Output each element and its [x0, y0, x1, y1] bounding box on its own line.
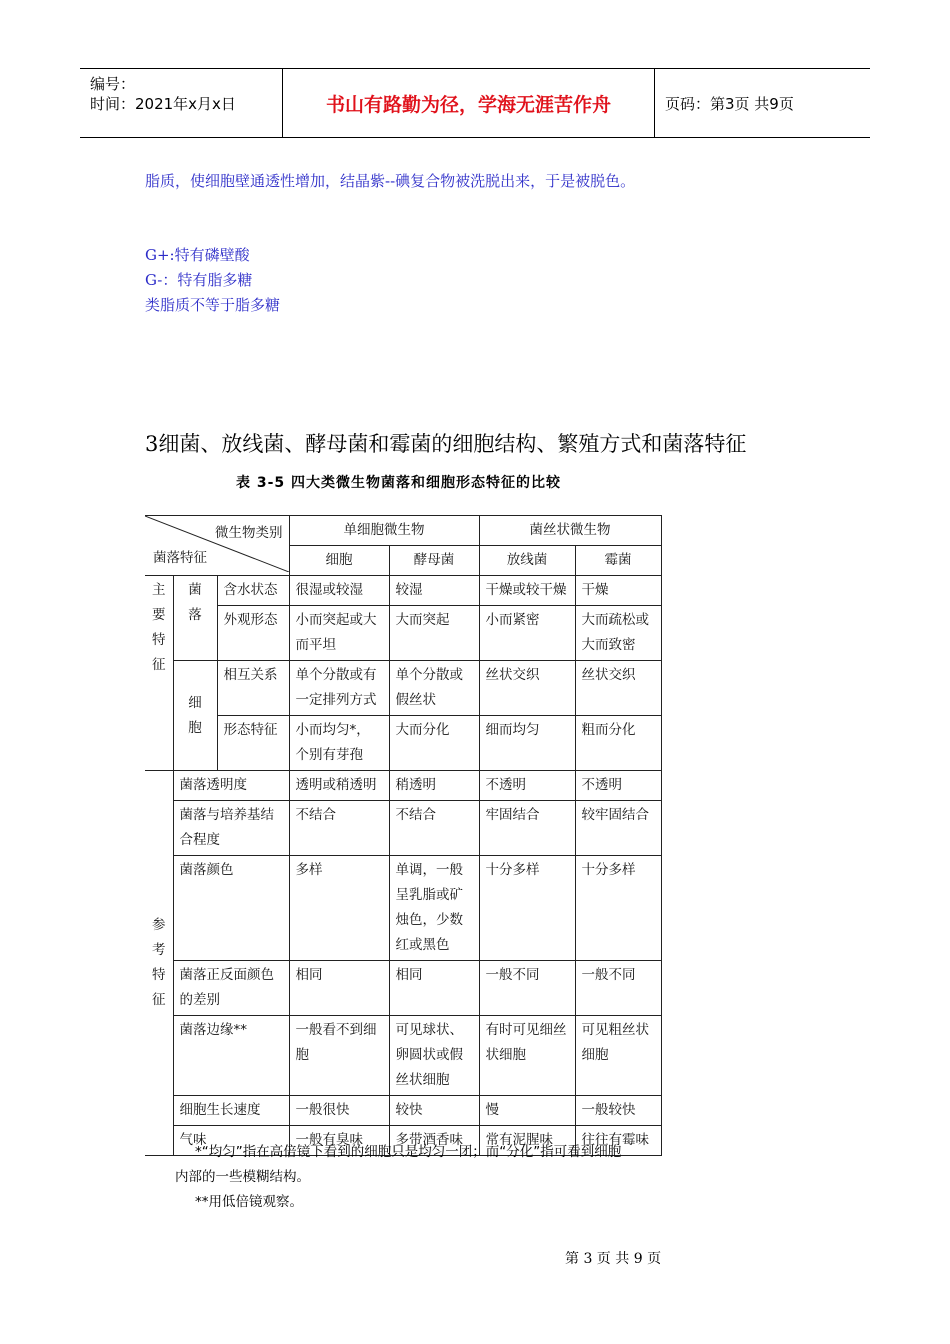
corner-bottom-label: 菌落特征: [153, 550, 207, 566]
table-cell: 多样: [289, 856, 389, 961]
table-cell: 不透明: [479, 771, 575, 801]
table-cell: 丝状交织: [479, 661, 575, 716]
row-label: 细胞生长速度: [173, 1096, 289, 1126]
table-corner-cell: [145, 516, 289, 576]
table-cell: 粗而分化: [575, 716, 661, 771]
table-caption: 表 3-5 四大类微生物菌落和细胞形态特征的比较: [236, 475, 562, 491]
table-cell: 单个分散或有一定排列方式: [289, 661, 389, 716]
table-cell: 透明或稍透明: [289, 771, 389, 801]
main-features-label: 主 要 特 征: [145, 576, 173, 771]
row-label: 菌落正反面颜色的差别: [173, 961, 289, 1016]
table-cell: 单调，一般呈乳脂或矿烛色，少数红或黑色: [389, 856, 479, 961]
table-cell: 一般较快: [575, 1096, 661, 1126]
number-label: 编号：: [90, 75, 136, 93]
table-cell: 一般很快: [289, 1096, 389, 1126]
body-line-1: 脂质，使细胞壁通透性增加，结晶紫--碘复合物被洗脱出来，于是被脱色。: [145, 172, 636, 190]
header-motto: 书山有路勤为径，学海无涯苦作舟: [283, 69, 655, 137]
table-cell: 小而均匀*，个别有芽孢: [289, 716, 389, 771]
table-cell: 小而突起或大而平坦: [289, 606, 389, 661]
footnote-2: **用低倍镜观察。: [195, 1194, 303, 1210]
header-meta-cell: [80, 69, 283, 137]
table-cell: 丝状交织: [575, 661, 661, 716]
group-header-unicellular: 单细胞微生物: [289, 516, 479, 546]
table-cell: 相同: [289, 961, 389, 1016]
table-cell: 较湿: [389, 576, 479, 606]
table-cell: 十分多样: [479, 856, 575, 961]
row-label: 菌落透明度: [173, 771, 289, 801]
table-cell: 可见球状、卵圆状或假丝状细胞: [389, 1016, 479, 1096]
group-header-filamentous: 菌丝状微生物: [479, 516, 661, 546]
col-header-actinomycetes: 放线菌: [479, 546, 575, 576]
table-cell: 细而均匀: [479, 716, 575, 771]
table-cell: 一般看不到细胞: [289, 1016, 389, 1096]
table-cell: 不结合: [289, 801, 389, 856]
table-cell: 大而疏松或大而致密: [575, 606, 661, 661]
table-cell: 大而突起: [389, 606, 479, 661]
table-cell: 往往有霉味: [575, 1126, 661, 1156]
footnote-1-line-2: 内部的一些模糊结构。: [175, 1169, 310, 1185]
table-cell: 相同: [389, 961, 479, 1016]
row-label: 含水状态: [217, 576, 289, 606]
page-footer: 第 3 页 共 9 页: [565, 1251, 662, 1267]
table-cell: 干燥或较干燥: [479, 576, 575, 606]
footnote-1-line-1: *“均匀”指在高倍镜下看到的细胞只是均匀一团；而“分化”指可看到细胞: [195, 1144, 622, 1160]
row-label: 菌落边缘**: [173, 1016, 289, 1096]
table-cell: 单个分散或假丝状: [389, 661, 479, 716]
table-cell: 不结合: [389, 801, 479, 856]
table-cell: 较快: [389, 1096, 479, 1126]
table-cell: 小而紧密: [479, 606, 575, 661]
table-cell: 稍透明: [389, 771, 479, 801]
row-label: 形态特征: [217, 716, 289, 771]
table-cell: 一般不同: [479, 961, 575, 1016]
row-label: 外观形态: [217, 606, 289, 661]
ref-features-label: 参 考 特 征: [145, 771, 173, 1156]
table-cell: 可见粗丝状细胞: [575, 1016, 661, 1096]
table-cell: 大而分化: [389, 716, 479, 771]
table-cell: 牢固结合: [479, 801, 575, 856]
table-cell: 一般有臭味: [289, 1126, 389, 1156]
comparison-table: [145, 515, 662, 1156]
table-cell: 有时可见细丝状细胞: [479, 1016, 575, 1096]
table-cell: 干燥: [575, 576, 661, 606]
table-cell: 慢: [479, 1096, 575, 1126]
table-cell: 不透明: [575, 771, 661, 801]
gplus-line: G+:特有磷壁酸: [145, 246, 250, 264]
gminus-line: G-：特有脂多糖: [145, 271, 253, 289]
row-label: 菌落与培养基结合程度: [173, 801, 289, 856]
row-label: 气味: [173, 1126, 289, 1156]
row-label: 相互关系: [217, 661, 289, 716]
table-cell: 很湿或较湿: [289, 576, 389, 606]
table-cell: 多带酒香味: [389, 1126, 479, 1156]
table-cell: 较牢固结合: [575, 801, 661, 856]
col-header-mold: 霉菌: [575, 546, 661, 576]
col-header-bacteria: 细胞: [289, 546, 389, 576]
cell-group-label: 细 胞: [173, 661, 217, 771]
lipid-note-line: 类脂质不等于脂多糖: [145, 296, 281, 314]
document-header: [80, 68, 870, 138]
col-header-yeast: 酵母菌: [389, 546, 479, 576]
section-title: 3细菌、放线菌、酵母菌和霉菌的细胞结构、繁殖方式和菌落特征: [145, 432, 747, 456]
colony-group-label: 菌 落: [173, 576, 217, 661]
table-cell: 一般不同: [575, 961, 661, 1016]
table-cell: 常有泥腥味: [479, 1126, 575, 1156]
table-cell: 十分多样: [575, 856, 661, 961]
corner-top-label: 微生物类别: [215, 525, 283, 541]
time-label: 时间：2021年x月x日: [90, 95, 236, 113]
header-page-label: 页码：第3页 共9页: [665, 95, 794, 113]
row-label: 菌落颜色: [173, 856, 289, 961]
